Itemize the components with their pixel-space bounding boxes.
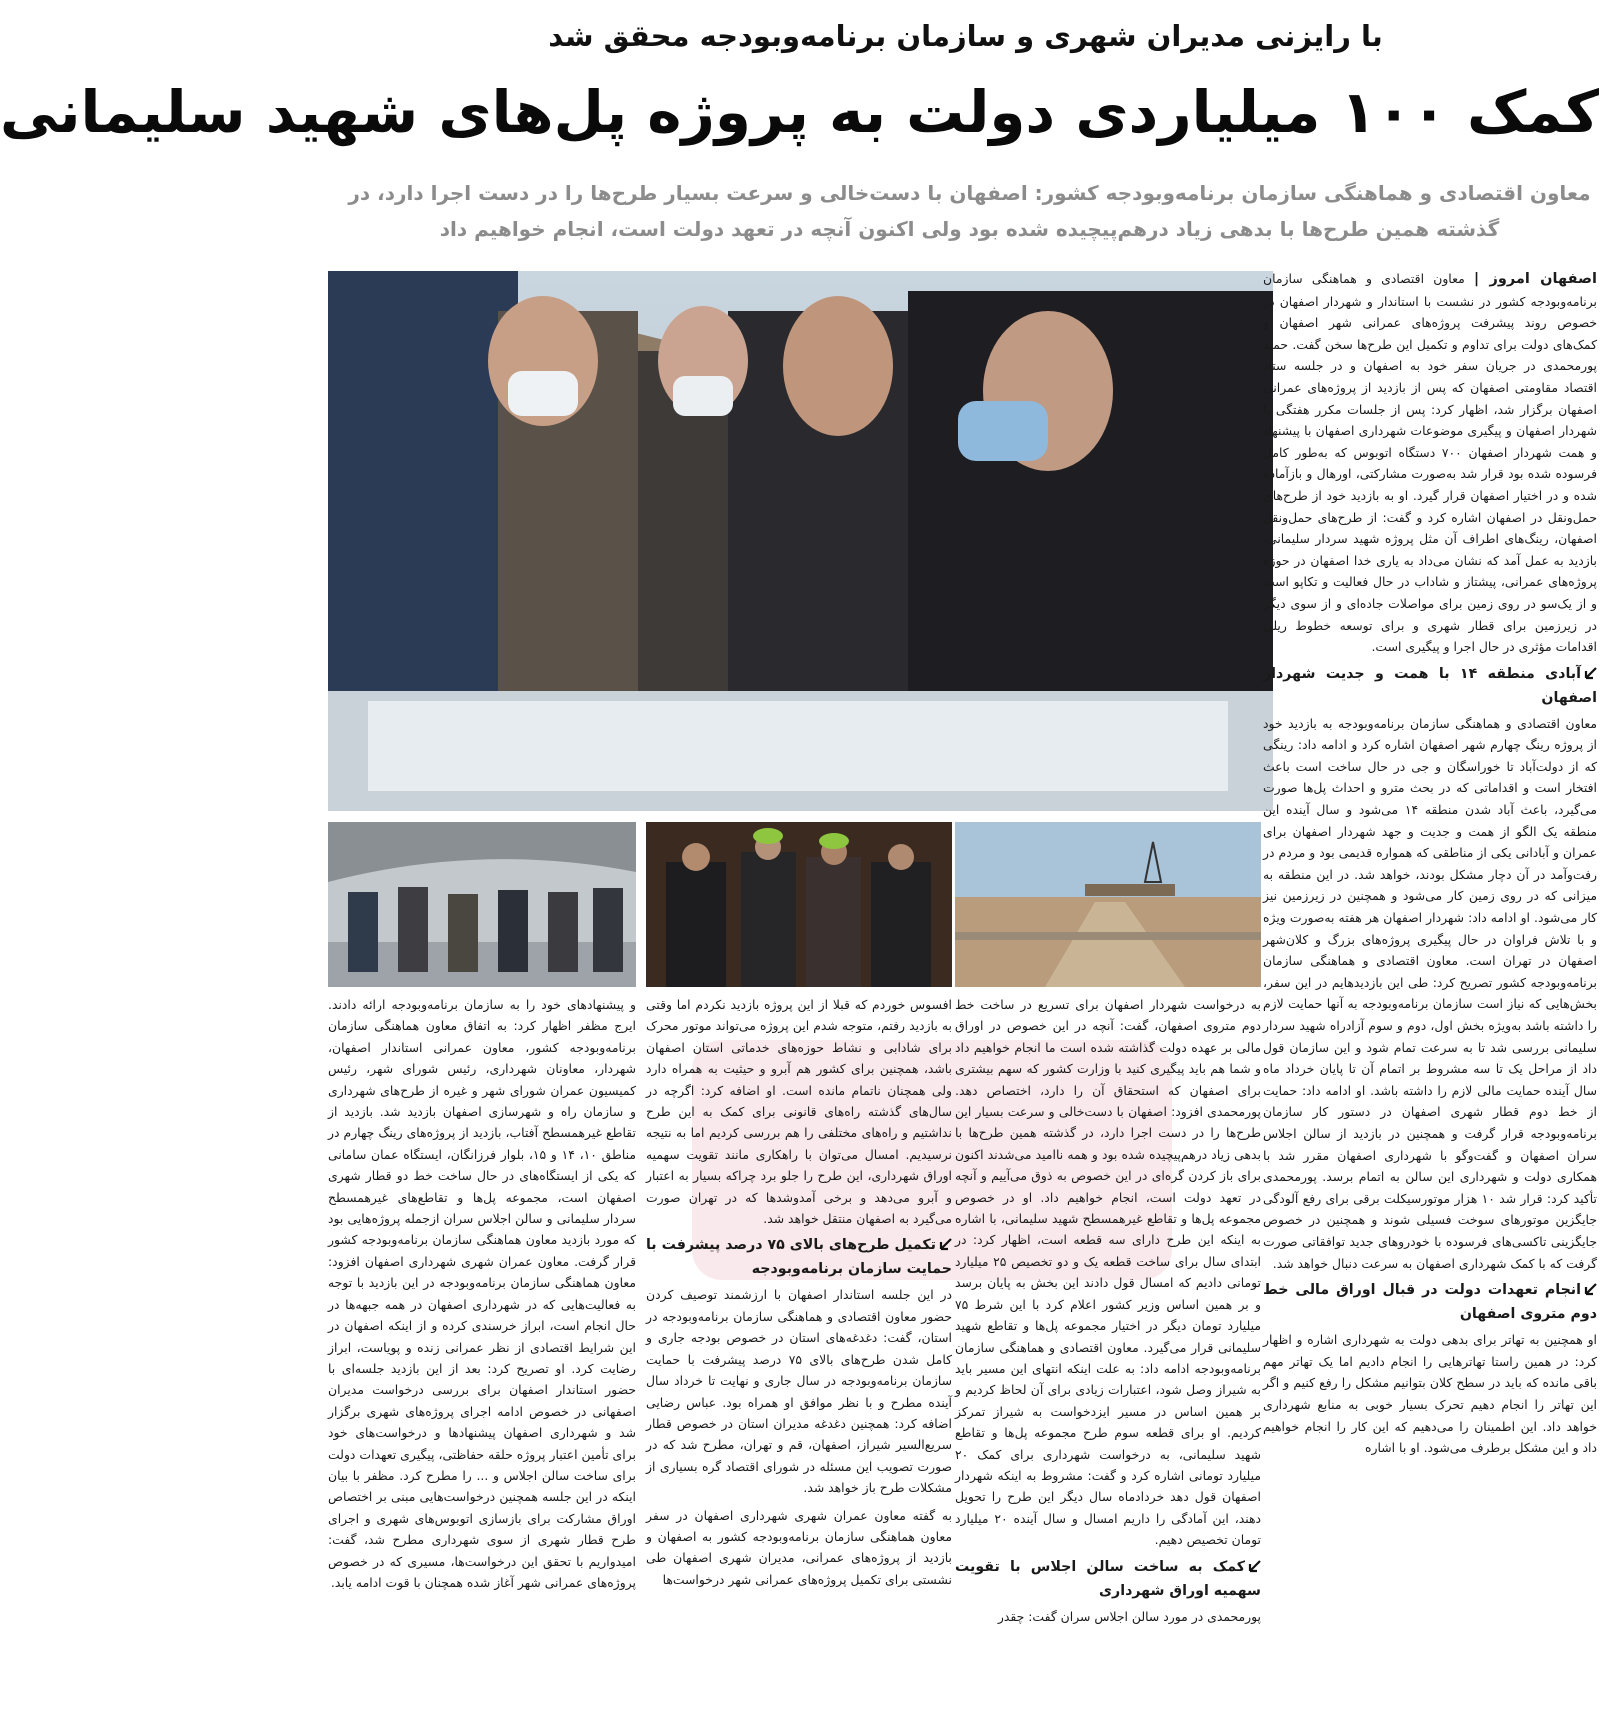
kicker: با رایزنی مدیران شهری و سازمان برنامه‌وبودجه محقق شد	[548, 19, 1383, 53]
road-photo	[955, 822, 1261, 987]
text-column-3	[328, 994, 636, 1716]
right-column-paragraph-1: اصفهان امروز | معاون اقتصادی و هماهنگی سازمان برنامه‌وبودجه کشور در نشست با استاندار و شهردار اصفهان در خصوص روند پیشرفت پروژه‌های عمرانی شهر اصفهان و کمک‌های دولت برای تداوم و تکمیل این طرح‌ها سخن گفت. حمید پورمحمدی در جریان سفر خود به اصفهان و در جلسه ستاد اقتصاد مقاومتی اصفهان که پس از بازدید از پروژه‌های عمرانی اصفهان برگزار شد، اظهار کرد: پس از جلسات مکرر هفتگی با شهردار اصفهان و پیگیری موضوعات شهرداری اصفهان با پیشنهاد و همت شهردار اصفهان ۷۰۰ دستگاه اتوبوس که به‌طور کامل فرسوده شده بود قرار شد به‌صورت مشارکتی، اورهال و بازآماده شده و در اختیار اصفهان قرار گیرد. او به بازدید خود از طرح‌های حمل‌ونقل در اصفهان اشاره کرد و گفت: از طرح‌های حمل‌ونقل اصفهان، رینگ‌های اطراف آن مثل پروژه شهید سردار سلیمانی، بازدید به عمل آمد که نشان می‌داد به یاری خدا اصفهان در حوزه پروژه‌های عمرانی، پیشتاز و شاداب در حال فعالیت و تکاپو است و از یک‌سو در روی زمین برای مواصلات جاده‌ای و از سوی دیگر در زیرزمین برای قطار شهری و برای توسعه خطوط ریلی اقدامات مؤثری در حال اجرا و پیگیری است.	[1263, 271, 1597, 655]
column-1-paragraph-2: پورمحمدی در مورد سالن اجلاس سران گفت: چقدر	[997, 1608, 1261, 1624]
column-3-paragraph-1: و پیشنهادهای خود را به سازمان برنامه‌وبودجه ارائه دادند. ایرج مظفر اظهار کرد: به اتفاق معاون هماهنگی سازمان برنامه‌وبودجه کشور، معاون عمرانی استاندار اصفهان، شهردار، معاونان شهرداری، رئیس شورای شهر، رئیس کمیسیون عمران شورای شهر و غیره از طرح‌های شهرداری و سازمان راه و شهرسازی اصفهان بازدید شد. بازدید از تقاطع غیرهمسطح آفتاب، بازدید از پروژه‌های رینگ چهارم در مناطق ۱۰، ۱۴ و ۱۵، بلوار فرزانگان، ایستگاه عمان سامانی که یکی از ایستگاه‌های در حال ساخت خط دو قطار شهری اصفهان است، مجموعه پل‌ها و تقاطع‌های غیرهمسطح سردار سلیمانی و سالن اجلاس سران ازجمله پروژه‌هایی بود که مورد بازدید معاون هماهنگی سازمان برنامه‌وبودجه کشور قرار گرفت. معاون عمران شهری شهرداری اصفهان افزود: معاون هماهنگی سازمان برنامه‌وبودجه در این بازدید با توجه به فعالیت‌هایی که در شهرداری اصفهان در همه جبهه‌ها در حال انجام است، ابراز خرسندی کرده و از اینکه اصفهان در این شرایط اقتصادی از نظر عمرانی زنده و پویاست، ابراز رضایت کرد. او تصریح کرد: بعد از این بازدید جلسه‌ای با حضور استاندار اصفهان برای بررسی درخواست مدیران اصفهانی در خصوص ادامه اجرای پروژه‌های شهری برگزار شد و شهرداری اصفهان پیشنهادها و درخواست‌های خود برای تأمین اعتبار پروژه حلقه حفاظتی، پیگیری تعهدات دولت برای ساخت سالن اجلاس و ... را مطرح کرد. مظفر با بیان اینکه در این جلسه همچنین درخواست‌هایی مبنی بر اختصاص اوراق مشارکت برای بازسازی اتوبوس‌های شهری و اجرای طرح قطار شهری از سوی شهرداری مطرح شد، گفت: امیدواریم با تحقق این درخواست‌ها، مسیری که در خصوص پروژه‌های عمرانی شهر آغاز شده همچنان با قوت ادامه یابد.	[328, 997, 636, 1590]
right-column	[1263, 268, 1597, 1718]
subhead-arrow-icon	[1585, 667, 1597, 679]
main-photo	[328, 271, 1273, 811]
hall-visit-photo	[328, 822, 636, 987]
right-column-paragraph-3: او همچنین به تهاتر برای بدهی دولت به شهرداری اشاره و اظهار کرد: در همین راستا تهاترهایی را انجام دادیم اما یک تهاتر مهم باقی مانده که باید در سطح کلان بتوانیم مشکل را رفع کنیم و اگر این تهاتر را انجام دهیم تحرک بسیار خوبی به منابع شهرداری خواهد داد. این اطمینان را می‌دهیم که این کار را انجام خواهیم داد و این مشکل برطرف می‌شود. او با اشاره	[1263, 1332, 1597, 1456]
tunnel-visit-photo	[646, 822, 952, 987]
byline: اصفهان امروز |	[1473, 271, 1597, 287]
subhead-summit-hall: کمک به ساخت سالن اجلاس با تقویت سهمیه اوراق شهرداری	[955, 1558, 1261, 1599]
tunnel-visit-photo-illustration	[646, 822, 952, 987]
right-column-paragraph-2: معاون اقتصادی و هماهنگی سازمان برنامه‌وبودجه به بازدید خود از پروژه رینگ چهارم شهر اصفهان اشاره کرد و ادامه داد: رینگی که از دولت‌آباد تا خوراسگان و جی در حال ساخت است باعث افتخار است و اقداماتی که در بحث مترو و احداث پل‌ها صورت می‌گیرد، باعث آباد شدن منطقه ۱۴ می‌شود و سال آینده این منطقه یک الگو از همت و جدیت و جهد شهردار اصفهان برای عمران و آبادانی یکی از مناطقی که همواره قدیمی بود و مردم در رفت‌وآمد در آن دچار مشکل بودند، خواهد شد. در این منطقه به میزانی که در روی زمین کار می‌شود و همچنین در زیرزمین نیز کار می‌شود. او ادامه داد: شهردار اصفهان هر هفته به‌صورت ویژه و با تلاش فراوان در حال پیگیری پروژه‌های بزرگ و کلان‌شهر اصفهان در تهران است. معاون اقتصادی و هماهنگی سازمان برنامه‌وبودجه کشور تصریح کرد: طی این بازدیدهایم در این سفر، بخش‌هایی که نیاز است سازمان برنامه‌وبودجه به آنها حمایت لازم را داشته باشد به‌ویژه بخش اول، دوم و سوم آزادراه شهید سردار سلیمانی بررسی شد تا به سرعت تمام شود و این سازمان قول داد از مراحل یک تا سه مشروط بر اتمام آن تا پایان خرداد ماه سال آینده حمایت مالی لازم را داشته باشد. او ادامه داد: حمایت از خط دوم قطار شهری اصفهان در دستور کار سازمان برنامه‌وبودجه قرار گرفت و همچنین در بازدید از سالن اجلاس سران اصفهان و گفت‌وگو با شهرداری اصفهان مقرر شد با همکاری دولت و شهرداری این سالن به اتمام برسد. پورمحمدی تأکید کرد: قرار شد ۱۰ هزار موتورسیکلت برقی برای رفع آلودگی جایگزین موتورهای سوخت فسیلی شوند و همچنین در خصوص جایگزینی تاکسی‌های فرسوده با خودروهای جدید توافقاتی صورت گرفت که با کمک شهرداری اصفهان به سرعت دنبال خواهد شد.	[1263, 715, 1598, 1271]
column-2-paragraph-2: در این جلسه استاندار اصفهان با ارزشمند توصیف کردن حضور معاون اقتصادی و هماهنگی سازمان برنامه‌وبودجه در استان، گفت: دغدغه‌های استان در خصوص بودجه جاری و کامل شدن طرح‌های بالای ۷۵ درصد پیشرفت با حمایت سازمان برنامه‌وبودجه در سال جاری و نهایت تا خرداد سال آینده مطرح و با نظر موافق او همراه بود. عباس رضایی اضافه کرد: همچنین دغدغه مدیران استان در خصوص قطار سریع‌السیر شیراز، اصفهان، قم و تهران، مطرح شد که در صورت تصویب این مسئله در شورای اقتصاد گره بسیاری از مشکلات طرح باز خواهد شد.	[646, 1287, 952, 1496]
column-2-paragraph-1: افسوس خوردم که قبلا از این پروژه بازدید نکردم اما وقتی به بازدید رفتم، متوجه شدم این پروژه می‌تواند موتور محرک برای شادابی و نشاط حوزه‌های خدماتی استان اصفهان باشد، همچنین برای کشور هم آبرو و حیثیت به همراه دارد ولی همچنان ناتمام مانده است. او اضافه کرد: اگرچه در سال‌های گذشته راه‌های قانونی برای کمک به این طرح نداشتیم و راه‌های مختلفی را هم بررسی کردیم اما به نتیجه نرسیدیم. امسال می‌توان با راهکاری مانند تقویت سهمیه اوراق شهرداری، این طرح را جلو برد چراکه بسیار به اعتبار و آبرو می‌دهد و برخی آمدوشدها که در تهران صورت می‌گیرد به اصفهان منتقل خواهد شد.	[646, 997, 952, 1227]
subhead-arrow-icon	[940, 1238, 952, 1250]
column-1-paragraph-1: به درخواست شهردار اصفهان برای تسریع در ساخت خط دوم متروی اصفهان، گفت: آنچه در این خصوص در اوراق مالی بر عهده دولت گذاشته شده است ما انجام خواهیم داد و شما هم باید پیگیری کنید با وزارت کشور که سهم بیشتری برای اصفهان که استحقاق آن را دارد، اختصاص دهد. پورمحمدی افزود: اصفهان با دست‌خالی و سرعت بسیار این طرح‌ها را در دست اجرا دارد، در گذشته همین طرح‌ها با بدهی زیاد درهم‌پیچیده شده بود و همه ناامید می‌شدند اکنون برای باز کردن گره‌ای در این خصوص به ذوق می‌آییم و آنچه در تعهد دولت است، انجام خواهیم داد. او در خصوص مجموعه پل‌ها و تقاطع غیرهمسطح شهید سلیمانی، با اشاره به اینکه این طرح دارای سه قطعه است، اظهار کرد: در ابتدای سال برای ساخت قطعه یک و دو تخصیص ۲۵ میلیارد تومانی دادیم که امسال قول دادند این بخش به پایان برسد و بر همین اساس وزیر کشور اعلام کرد با این شرط ۷۵ میلیارد تومان دیگر در اختیار مجموعه پل‌ها و تقاطع شهید سلیمانی قرار می‌گیرد. معاون اقتصادی و هماهنگی سازمان برنامه‌وبودجه ادامه داد: به علت اینکه انتهای این مسیر باید به شیراز وصل شود، اعتبارات زیادی برای آن لحاظ کردیم و بر همین اساس در مسیر ایزدخواست به شیراز تمرکز کردیم. او برای قطعه سوم طرح مجموعه پل‌ها و تقاطع شهید سلیمانی، به درخواست شهرداری برای کمک ۲۰ میلیارد تومانی اشاره کرد و گفت: مشروط به اینکه شهردار اصفهان قول دهد خردادماه سال دیگر این طرح را تحویل دهند، این آمادگی را داریم امسال و سال آینده ۲۰ میلیارد تومان تخصیص دهیم.	[955, 997, 1262, 1548]
headline: کمک ۱۰۰ میلیاردی دولت به پروژه پل‌های شهید سلیمانی	[0, 78, 1599, 146]
main-photo-illustration	[328, 271, 1273, 811]
subhead-arrow-icon	[1585, 1283, 1597, 1295]
subhead-region-14: آبادی منطقه ۱۴ با همت و جدیت شهردار اصفهان	[1263, 665, 1597, 706]
lead-paragraph: معاون اقتصادی و هماهنگی سازمان برنامه‌وبودجه کشور: اصفهان با دست‌خالی و سرعت بسیار طرح‌ها را در دست اجرا دارد، در گذشته همین طرح‌ها با بدهی زیاد درهم‌پیچیده شده بود ولی اکنون آنچه در تعهد دولت است، انجام خواهیم داد	[348, 181, 1591, 241]
subhead-arrow-icon	[1249, 1560, 1261, 1572]
subhead-75-percent-projects: تکمیل طرح‌های بالای ۷۵ درصد پیشرفت با حمایت سازمان برنامه‌وبودجه	[645, 1237, 952, 1278]
subhead-government-commitments: انجام تعهدات دولت در قبال اوراق مالی خط دوم متروی اصفهان	[1263, 1282, 1597, 1323]
road-photo-illustration	[955, 822, 1261, 987]
text-column-2	[646, 994, 952, 1716]
column-2-paragraph-3: به گفته معاون عمران شهری شهرداری اصفهان در سفر معاون هماهنگی سازمان برنامه‌وبودجه کشور به اصفهان و بازدید از پروژه‌های عمرانی، مدیران شهری اصفهان طی نشستی برای تکمیل پروژه‌های عمرانی شهر درخواست‌ها	[646, 1507, 952, 1587]
text-column-1	[955, 994, 1261, 1716]
hall-visit-photo-illustration	[328, 822, 636, 987]
